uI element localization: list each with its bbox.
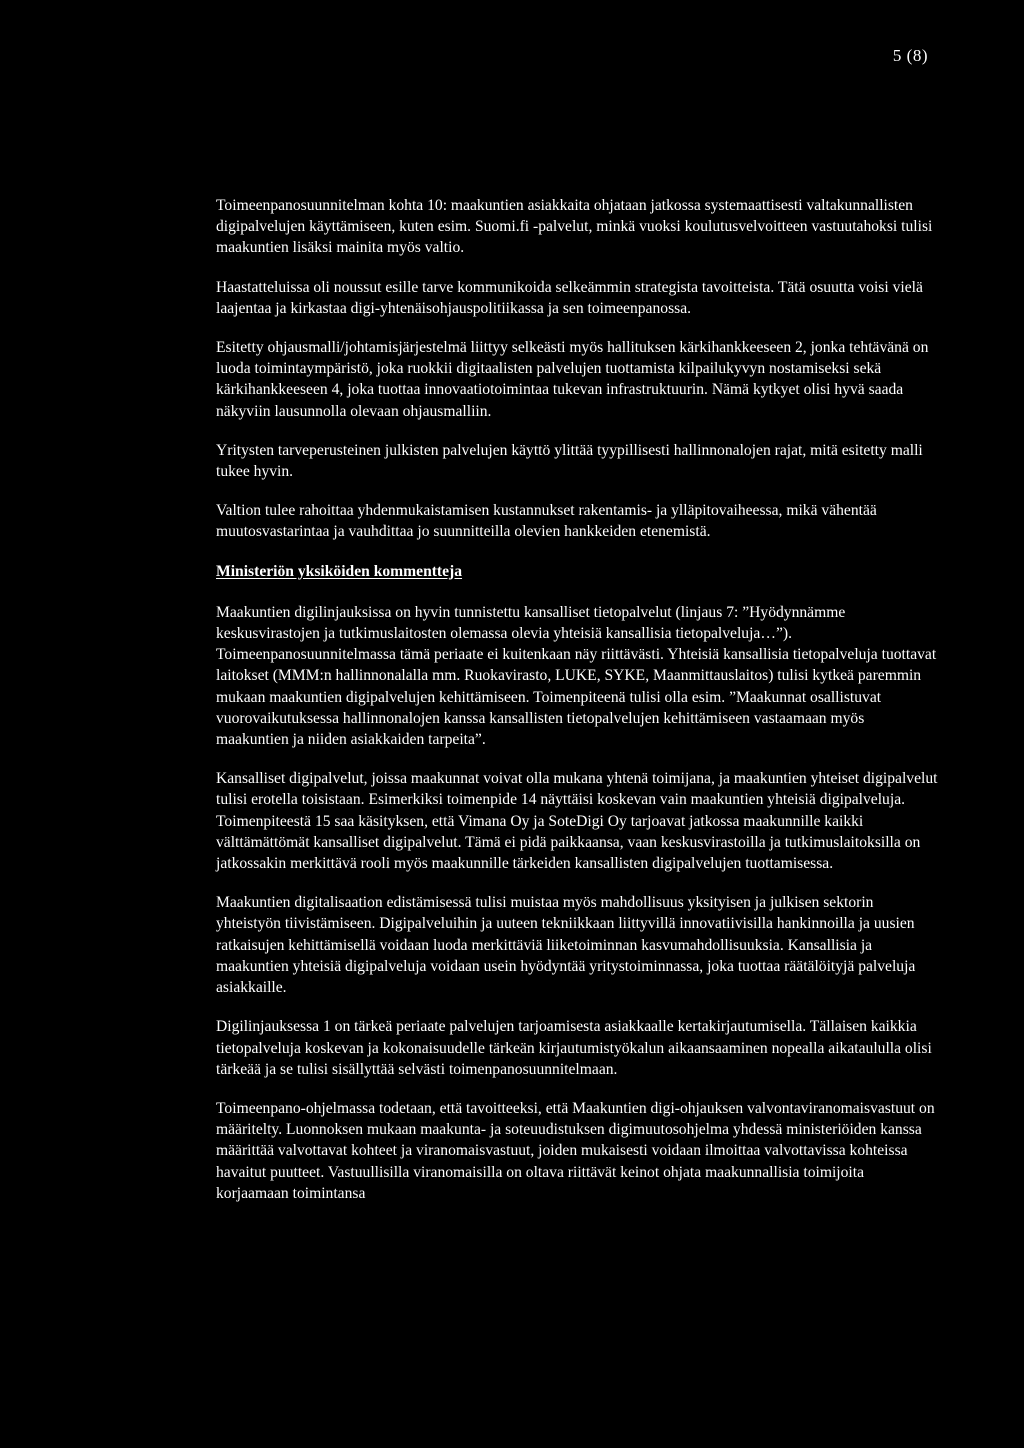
paragraph: Valtion tulee rahoittaa yhdenmukaistamisen kustannukset rakentamis- ja ylläpitovaiheessa, mikä vähentää muutosvastarintaa ja vauhdittaa jo suunnitteilla olevien hankkeiden etenemistä. <box>216 502 877 541</box>
paragraph: Haastatteluissa oli noussut esille tarve kommunikoida selkeämmin strategista tavoitteista. Tätä osuutta voisi vielä laajentaa ja kirkastaa digi-yhtenäisohjauspolitiikassa ja sen toimeenpanossa. <box>216 278 923 317</box>
page-number: 5 (8) <box>892 46 928 65</box>
paragraph: Kansalliset digipalvelut, joissa maakunnat voivat olla mukana yhtenä toimijana, ja maakuntien yhteiset digipalvelut tulisi erotella toisistaan. Esimerkiksi toimenpide 14 näyttäisi koskevan vain maakuntien yhteisiä digipalveluja. Toimenpiteestä 15 saa käsityksen, että Vimana Oy ja SoteDigi Oy tarjoavat jatkossa maakunnille kaikki välttämättömät kansalliset digipalvelut. Tämä ei pidä paikkaansa, vaan keskusvirastoilla ja tutkimuslaitoksilla on jatkossakin merkittävä rooli myös maakunnille tärkeiden kansallisten digipalvelujen tuottamisessa. <box>216 770 938 873</box>
paragraph: Toimeenpano-ohjelmassa todetaan, että tavoitteeksi, että Maakuntien digi-ohjauksen valvontaviranomaisvastuut on määritelty. Luonnoksen mukaan maakunta- ja soteuudistuksen digimuutosohjelma yhdessä ministeriöiden kanssa määrittää valvottavat kohteet ja viranomaisvastuut, joiden mukaisesti voidaan ilmoittaa valvottavissa kohteissa havaitut puutteet. Vastuullisilla viranomaisilla on oltava riittävät keinot ohjata maakunnallisia toimijoita korjaamaan toimintansa <box>216 1099 935 1202</box>
paragraph: Esitetty ohjausmalli/johtamisjärjestelmä liittyy selkeästi myös hallituksen kärkihankkeeseen 2, jonka tehtävänä on luoda toimintaympäristö, joka ruokkii digitaalisten palvelujen tuottamista kilpailukyvyn nostamiseksi sekä kärkihankkeeseen 4, joka tuottaa innovaatiotoimintaa tukevan infrastruktuurin. Nämä kytkyet olisi hyvä saada näkyviin lausunnolla olevaan ohjausmalliin. <box>216 339 929 420</box>
paragraph: Maakuntien digitalisaation edistämisessä tulisi muistaa myös mahdollisuus yksityisen ja julkisen sektorin yhteistyön tiivistämiseen. Digipalveluihin ja uuteen tekniikkaan liittyvillä innovatiivisilla hankinnoilla ja uusien ratkaisujen kehittämisellä voidaan luoda merkittäviä liiketoiminnan kasvumahdollisuuksia. Kansallisia ja maakuntien yhteisiä digipalveluja voidaan usein hyödyntää yritystoiminnassa, joka tuottaa räätälöityjä palveluja asiakkaille. <box>216 894 916 997</box>
paragraph: Digilinjauksessa 1 on tärkeä periaate palvelujen tarjoamisesta asiakkaalle kertakirjautumisella. Tällaisen kaikkia tietopalveluja koskevan ja kokonaisuudelle tärkeän kirjautumistyökalun aikaansaaminen nopealla aikataululla olisi tärkeää ja se tulisi sisällyttää selvästi toimenpanosuunnitelmaan. <box>216 1018 932 1078</box>
paragraph: Toimeenpanosuunnitelman kohta 10: maakuntien asiakkaita ohjataan jatkossa systemaattisesti valtakunnallisten digipalvelujen käyttämiseen, kuten esim. Suomi.fi -palvelut, minkä vuoksi koulutusvelvoitteen vastuutahoksi tulisi maakuntien lisäksi mainita myös valtio. <box>216 197 933 257</box>
section-heading: Ministeriön yksiköiden kommentteja <box>216 562 463 580</box>
document-body <box>216 195 938 1222</box>
paragraph: Yritysten tarveperusteinen julkisten palvelujen käyttö ylittää tyypillisesti hallinnonalojen rajat, mitä esitetty malli tukee hyvin. <box>216 441 923 481</box>
paragraph: Maakuntien digilinjauksissa on hyvin tunnistettu kansalliset tietopalvelut (linjaus 7: ”Hyödynnämme keskusvirastojen ja tutkimuslaitosten olemassa olevia yhteisiä kansallisia tietopalveluja…”). Toimeenpanosuunnitelmassa tämä periaate ei kuitenkaan näy riittävästi. Yhteisiä kansallisia tietopalveluja tuottavat laitokset (MMM:n hallinnonalalla mm. Ruokavirasto, LUKE, SYKE, Maanmittauslaitos) tulisi kytkeä paremmin mukaan maakuntien digipalvelujen kehittämiseen. Toimenpiteenä tulisi olla esim. ”Maakunnat osallistuvat vuorovaikutuksessa hallinnonalojen kanssa kansallisten tietopalvelujen kehittämiseen vastaamaan myös maakuntien ja niiden asiakkaiden tarpeita”. <box>216 603 937 749</box>
